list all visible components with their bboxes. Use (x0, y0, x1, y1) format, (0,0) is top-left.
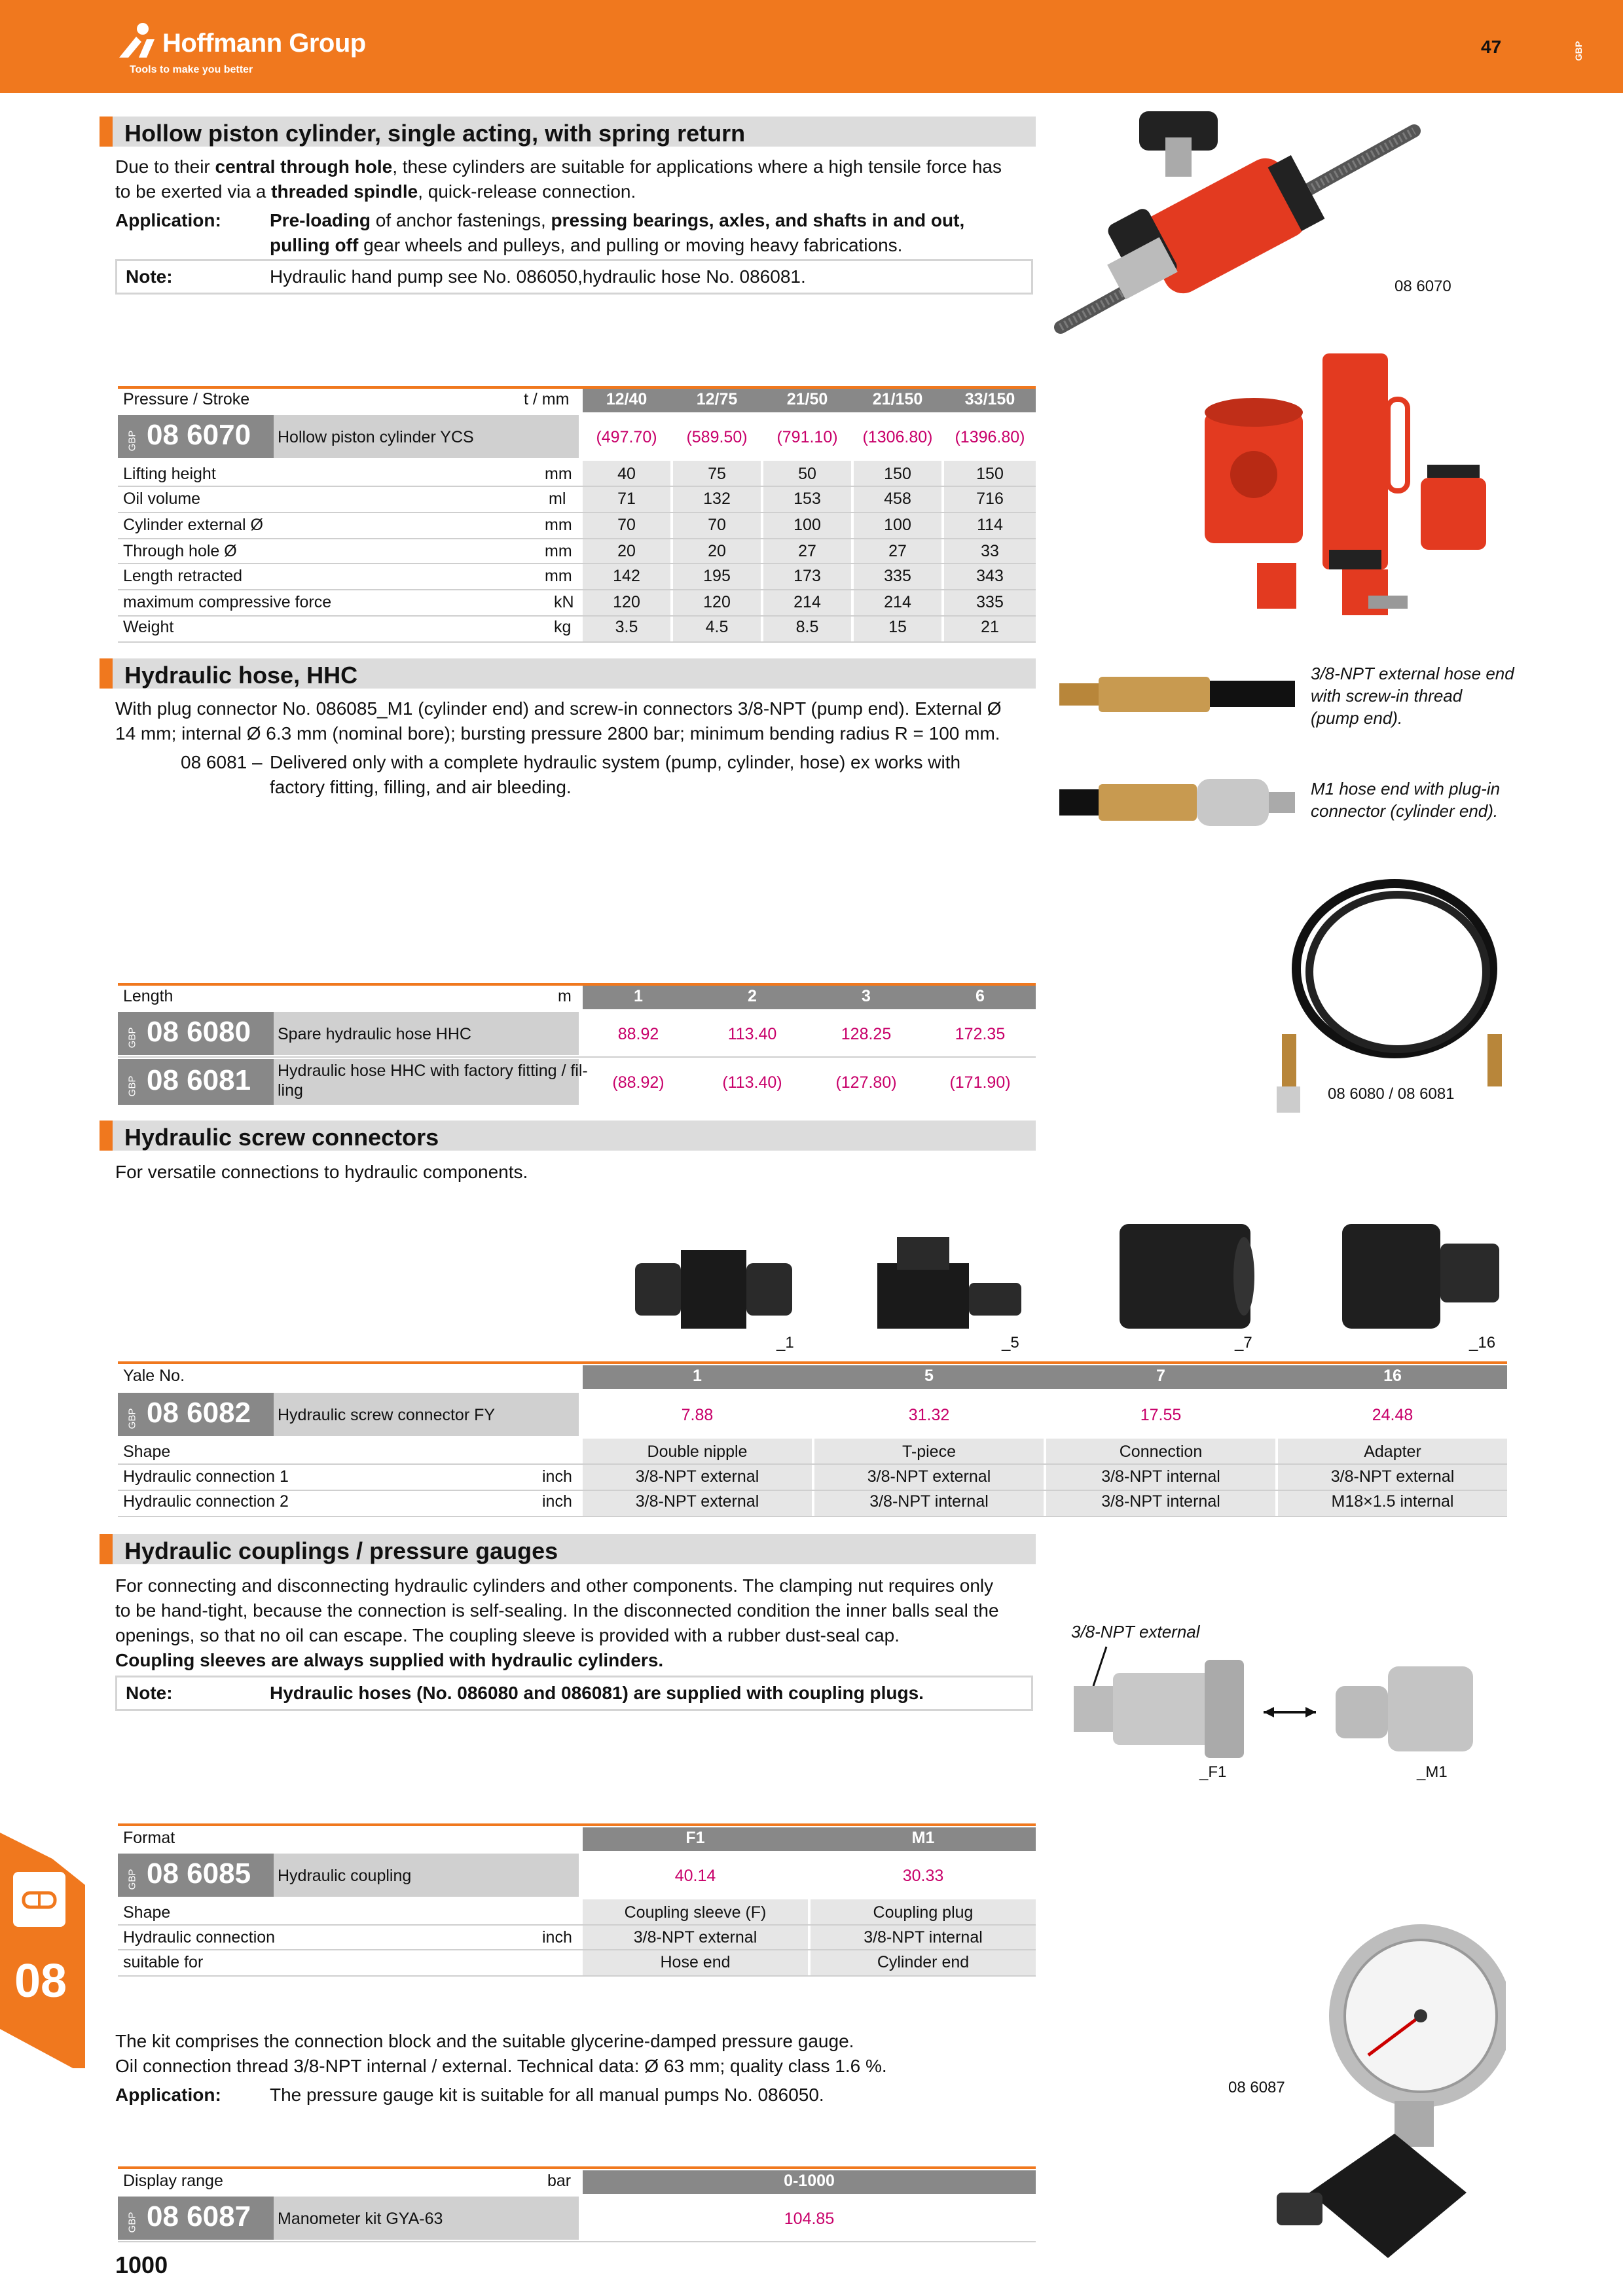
col-header: 12/40 (606, 390, 647, 408)
connection-image (1106, 1217, 1264, 1335)
col-header: 6 (976, 987, 985, 1005)
section-title-hollow-piston: Hollow piston cylinder, single acting, with spring return (100, 117, 1036, 147)
sec1-intro-line1: Due to their central through hole, these cylinders are suitable for applications where a high tensile force has (115, 156, 1002, 177)
sec5-line1: The kit comprises the connection block and the suitable glycerine-damped pressure gauge. (115, 2031, 854, 2051)
sec1-application-label: Application: (115, 210, 221, 230)
sec4-line4: Coupling sleeves are always supplied with hydraulic cylinders. (115, 1650, 664, 1670)
price: 30.33 (902, 1867, 944, 1885)
section-title-hydraulic-hose: Hydraulic hose, HHC (100, 658, 1036, 689)
hollow-piston-cylinder-image (1048, 111, 1453, 347)
col-header: 3 (862, 987, 871, 1005)
connector-label: _5 (1002, 1334, 1019, 1352)
price: (171.90) (949, 1073, 1011, 1092)
price: 104.85 (784, 2210, 835, 2228)
article-description: Hollow piston cylinder YCS (278, 428, 474, 446)
adapter-image (1336, 1217, 1506, 1335)
table-header-label: Yale No. (123, 1367, 185, 1385)
sec4-note-label: Note: (126, 1683, 173, 1703)
hose-caption-a3: (pump end). (1311, 708, 1403, 728)
connector-label: _7 (1235, 1334, 1252, 1352)
price: (1396.80) (955, 428, 1025, 446)
hose-end-npt-image (1059, 668, 1295, 720)
price: (791.10) (776, 428, 838, 446)
hose-caption-a1: 3/8-NPT external hose end (1311, 664, 1514, 683)
safety-goggles-icon (20, 1878, 59, 1920)
hose-caption-b1: M1 hose end with plug-in (1311, 779, 1501, 798)
price: 40.14 (674, 1867, 716, 1885)
article-description: Hydraulic hose HHC with factory fitting / fil- (278, 1062, 588, 1080)
language-code: GBP (1573, 41, 1584, 62)
coupling-npt-caption: 3/8-NPT external (1071, 1622, 1200, 1641)
pressure-gauge-image (1270, 1918, 1506, 2284)
double-nipple-image (629, 1244, 799, 1335)
connector-label: _16 (1469, 1334, 1496, 1352)
cylinder-family-image (1192, 347, 1506, 622)
coupling-label: _M1 (1417, 1763, 1448, 1781)
hose-caption-b2: connector (cylinder end). (1311, 801, 1499, 821)
col-header: 7 (1156, 1367, 1165, 1385)
sec2-ref-text2: factory fitting, filling, and air bleeding. (270, 777, 572, 797)
col-header: 21/150 (872, 390, 923, 408)
table-header-label: Pressure / Stroke (123, 390, 250, 408)
sec2-text-line1: With plug connector No. 086085_M1 (cylinder end) and screw-in connectors 3/8-NPT (pump end). External Ø (115, 698, 1002, 719)
sec2-image-caption: 08 6080 / 08 6081 (1328, 1085, 1455, 1103)
sec5-application-label: Application: (115, 2085, 221, 2105)
col-header: 5 (924, 1367, 934, 1385)
sec4-line1: For connecting and disconnecting hydraulic cylinders and other components. The clamping nut requires only (115, 1575, 994, 1596)
sec2-ref-text1: Delivered only with a complete hydraulic system (pump, cylinder, hose) ex works with (270, 752, 961, 772)
sec2-ref-number: 08 6081 – (181, 752, 263, 772)
article-number: 08 6080 (147, 1016, 251, 1048)
price: (1306.80) (862, 428, 933, 446)
col-header: 0-1000 (784, 2172, 835, 2190)
table-header-label: Length (123, 987, 173, 1005)
article-description: Hydraulic coupling (278, 1867, 412, 1885)
sec4-note-text: Hydraulic hoses (No. 086080 and 086081) are supplied with coupling plugs. (270, 1683, 924, 1703)
article-description: Spare hydraulic hose HHC (278, 1025, 471, 1043)
sec1-application-line1: Pre-loading of anchor fastenings, pressing bearings, axles, and shafts in and out, (270, 210, 965, 230)
article-description: Manometer kit GYA-63 (278, 2210, 443, 2228)
col-header: 33/150 (964, 390, 1015, 408)
price: (127.80) (835, 1073, 897, 1092)
catalog-page-number: 47 (1481, 37, 1502, 57)
t-piece-image (871, 1230, 1028, 1335)
sec5-line2: Oil connection thread 3/8-NPT internal / external. Technical data: Ø 63 mm; quality class 1.6 %. (115, 2056, 887, 2076)
coupling-label: _F1 (1199, 1763, 1227, 1781)
col-header: 1 (693, 1367, 702, 1385)
brand-tagline: Tools to make you better (130, 64, 253, 75)
sec4-line2: to be hand-tight, because the connection is self-sealing. In the disconnected condition the inner balls seal the (115, 1600, 999, 1621)
article-description-cont: ling (278, 1081, 303, 1100)
table-header-unit: bar (547, 2172, 572, 2190)
article-number: 08 6085 (147, 1857, 251, 1890)
price: (88.92) (612, 1073, 665, 1092)
table-header-unit: m (558, 987, 572, 1005)
price: 24.48 (1372, 1406, 1413, 1424)
table-header-unit: t / mm (524, 390, 570, 408)
article-number: 08 6070 (147, 419, 251, 451)
price: 113.40 (727, 1025, 777, 1043)
article-number: 08 6082 (147, 1397, 251, 1429)
hoffmann-logo-icon (117, 20, 161, 60)
hose-caption-a2: with screw-in thread (1311, 686, 1463, 706)
price: 17.55 (1140, 1406, 1182, 1424)
price: (589.50) (686, 428, 748, 446)
price: (497.70) (596, 428, 657, 446)
coupling-pair-image (1067, 1640, 1512, 1758)
sec5-application-text: The pressure gauge kit is suitable for all manual pumps No. 086050. (270, 2085, 824, 2105)
price: 88.92 (617, 1025, 659, 1043)
article-number: 08 6081 (147, 1064, 251, 1096)
article-description: Hydraulic screw connector FY (278, 1406, 496, 1424)
table-header-label: Display range (123, 2172, 223, 2190)
hose-end-m1-image (1059, 766, 1295, 844)
article-number: 08 6087 (147, 2200, 251, 2233)
article-prefix: GBP (126, 430, 138, 452)
sec3-intro: For versatile connections to hydraulic components. (115, 1162, 528, 1182)
sec1-note-label: Note: (126, 266, 173, 287)
price: (113.40) (722, 1073, 782, 1092)
col-header: 1 (634, 987, 643, 1005)
section-title-screw-connectors: Hydraulic screw connectors (100, 1121, 1036, 1151)
footer-page-number: 1000 (115, 2251, 168, 2278)
sec4-line3: openings, so that no oil can escape. The coupling sleeve is provided with a rubber dust-seal cap. (115, 1625, 900, 1645)
col-header: 12/75 (696, 390, 738, 408)
hydraulic-hose-coil-image (1257, 870, 1532, 1119)
price: 7.88 (681, 1406, 714, 1424)
price: 172.35 (955, 1025, 1006, 1043)
col-header: 21/50 (786, 390, 828, 408)
sec1-note-text: Hydraulic hand pump see No. 086050,hydraulic hose No. 086081. (270, 266, 806, 287)
brand-name: Hoffmann Group (162, 29, 366, 58)
sec2-text-line2: 14 mm; internal Ø 6.3 mm (nominal bore); bursting pressure 2800 bar; minimum bending radius R = 100 mm. (115, 723, 1000, 744)
sec1-intro-line2: to be exerted via a threaded spindle, quick-release connection. (115, 181, 636, 202)
sec1-image-caption: 08 6070 (1395, 278, 1451, 295)
connector-label: _1 (776, 1334, 794, 1352)
col-header: 16 (1383, 1367, 1402, 1385)
sec5-image-caption: 08 6087 (1228, 2079, 1285, 2096)
sec1-application-line2: pulling off gear wheels and pulleys, and pulling or moving heavy fabrications. (270, 235, 903, 255)
price: 31.32 (908, 1406, 950, 1424)
col-header: M1 (911, 1829, 935, 1847)
table-header-label: Format (123, 1829, 175, 1847)
price: 128.25 (841, 1025, 892, 1043)
section-title-couplings: Hydraulic couplings / pressure gauges (100, 1534, 1036, 1564)
col-header: F1 (685, 1829, 705, 1847)
chapter-tab (0, 1833, 85, 2068)
col-header: 2 (748, 987, 757, 1005)
chapter-number: 08 (14, 1955, 67, 2007)
